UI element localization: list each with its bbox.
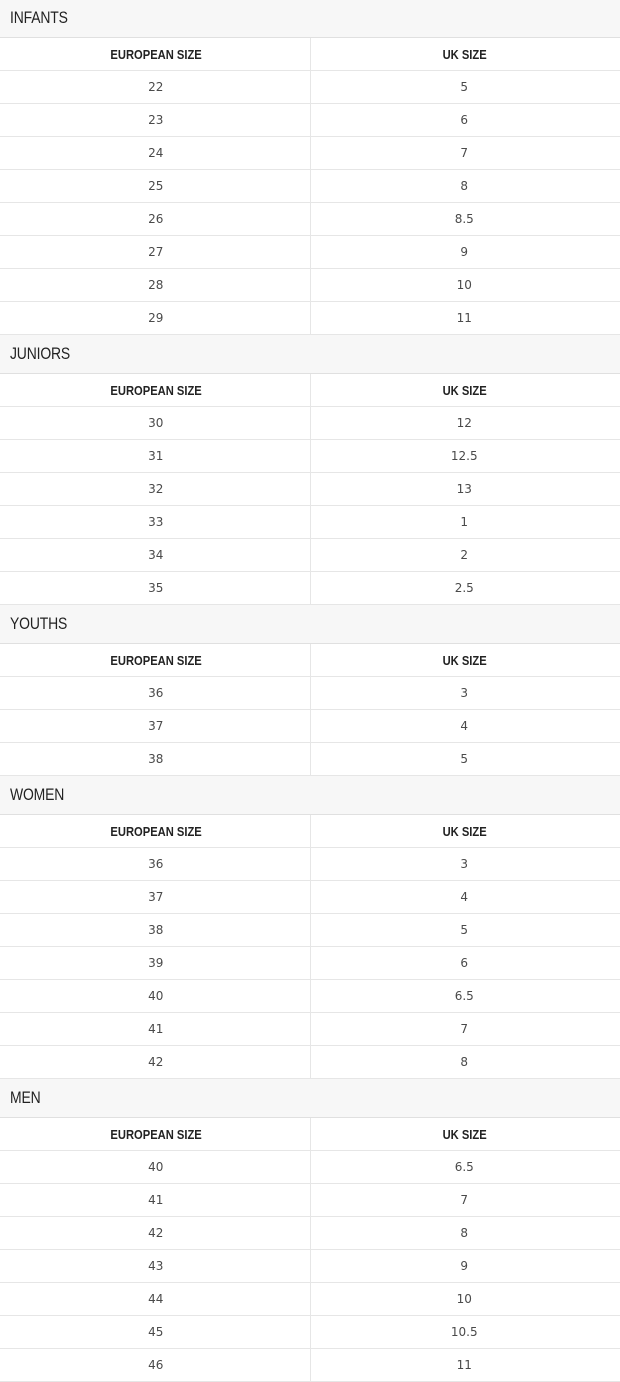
size-section-juniors xyxy=(0,335,620,605)
column-header-label: UK SIZE xyxy=(442,823,487,839)
uk-size-value: 5 xyxy=(460,752,469,766)
table-row xyxy=(0,848,620,881)
table-header-row xyxy=(0,374,620,407)
size-section-women xyxy=(0,776,620,1079)
table-row xyxy=(0,506,620,539)
table-row xyxy=(0,407,620,440)
section-title-label: YOUTHS xyxy=(10,614,68,633)
uk-size-value: 8 xyxy=(460,1055,469,1069)
section-title xyxy=(0,0,620,38)
uk-size-value: 3 xyxy=(460,686,469,700)
table-row xyxy=(0,710,620,743)
european-size-value: 36 xyxy=(2,677,311,709)
size-section-infants xyxy=(0,0,620,335)
uk-size-value: 6.5 xyxy=(454,989,474,1003)
size-section-youths xyxy=(0,605,620,776)
european-size-value: 41 xyxy=(2,1184,311,1216)
column-header-label: EUROPEAN SIZE xyxy=(110,1126,202,1142)
uk-size-value: 8 xyxy=(460,1226,469,1240)
european-size-value: 41 xyxy=(2,1013,311,1045)
european-size-value: 36 xyxy=(2,848,311,880)
european-size-value: 23 xyxy=(2,104,311,136)
european-size-value: 39 xyxy=(2,947,311,979)
column-header-uk-size xyxy=(311,38,619,70)
table-row xyxy=(0,1013,620,1046)
table-row xyxy=(0,1184,620,1217)
table-row xyxy=(0,1349,620,1382)
uk-size-value: 10 xyxy=(456,1292,472,1306)
uk-size-value: 4 xyxy=(460,719,469,733)
uk-size-value: 6.5 xyxy=(454,1160,474,1174)
table-row xyxy=(0,473,620,506)
column-header-uk-size xyxy=(311,374,619,406)
european-size-value: 35 xyxy=(2,572,311,604)
european-size-value: 34 xyxy=(2,539,311,571)
european-size-value: 30 xyxy=(2,407,311,439)
european-size-value: 33 xyxy=(2,506,311,538)
uk-size-value: 7 xyxy=(460,146,469,160)
uk-size-value: 9 xyxy=(460,245,469,259)
section-title-label: INFANTS xyxy=(10,8,68,27)
column-header-label: EUROPEAN SIZE xyxy=(110,652,202,668)
uk-size-value: 8.5 xyxy=(454,212,474,226)
uk-size-value: 9 xyxy=(460,1259,469,1273)
european-size-value: 22 xyxy=(2,71,311,103)
table-row xyxy=(0,1217,620,1250)
uk-size-value: 5 xyxy=(460,923,469,937)
column-header-label: EUROPEAN SIZE xyxy=(110,382,202,398)
size-section-men xyxy=(0,1079,620,1382)
uk-size-value: 3 xyxy=(460,857,469,871)
section-title xyxy=(0,776,620,815)
european-size-value: 26 xyxy=(2,203,311,235)
column-header-european-size xyxy=(2,374,311,406)
uk-size-value: 12 xyxy=(456,416,472,430)
european-size-value: 38 xyxy=(2,743,311,775)
table-row xyxy=(0,440,620,473)
column-header-label: UK SIZE xyxy=(442,652,487,668)
european-size-value: 29 xyxy=(2,302,311,334)
section-title xyxy=(0,605,620,644)
european-size-value: 42 xyxy=(2,1046,311,1078)
uk-size-value: 1 xyxy=(460,515,469,529)
table-row xyxy=(0,71,620,104)
european-size-value: 38 xyxy=(2,914,311,946)
uk-size-value: 6 xyxy=(460,956,469,970)
table-row xyxy=(0,203,620,236)
european-size-value: 37 xyxy=(2,710,311,742)
section-title-label: WOMEN xyxy=(10,785,65,804)
table-header-row xyxy=(0,815,620,848)
european-size-value: 25 xyxy=(2,170,311,202)
table-row xyxy=(0,302,620,335)
uk-size-value: 11 xyxy=(456,311,472,325)
european-size-value: 40 xyxy=(2,1151,311,1183)
column-header-european-size xyxy=(2,815,311,847)
column-header-uk-size xyxy=(311,644,619,676)
section-title xyxy=(0,335,620,374)
uk-size-value: 13 xyxy=(456,482,472,496)
column-header-label: EUROPEAN SIZE xyxy=(110,823,202,839)
uk-size-value: 6 xyxy=(460,113,469,127)
column-header-uk-size xyxy=(311,815,619,847)
table-row xyxy=(0,743,620,776)
uk-size-value: 4 xyxy=(460,890,469,904)
table-row xyxy=(0,137,620,170)
table-row xyxy=(0,1316,620,1349)
uk-size-value: 8 xyxy=(460,179,469,193)
table-row xyxy=(0,881,620,914)
uk-size-value: 12.5 xyxy=(450,449,478,463)
table-row xyxy=(0,572,620,605)
uk-size-value: 2 xyxy=(460,548,469,562)
section-title-label: JUNIORS xyxy=(10,344,71,363)
uk-size-value: 10.5 xyxy=(450,1325,478,1339)
uk-size-value: 7 xyxy=(460,1193,469,1207)
table-header-row xyxy=(0,1118,620,1151)
table-row xyxy=(0,539,620,572)
table-row xyxy=(0,236,620,269)
table-row xyxy=(0,980,620,1013)
european-size-value: 44 xyxy=(2,1283,311,1315)
table-row xyxy=(0,914,620,947)
column-header-label: UK SIZE xyxy=(442,1126,487,1142)
section-title xyxy=(0,1079,620,1118)
uk-size-value: 5 xyxy=(460,80,469,94)
european-size-value: 27 xyxy=(2,236,311,268)
uk-size-value: 7 xyxy=(460,1022,469,1036)
table-row xyxy=(0,1151,620,1184)
european-size-value: 37 xyxy=(2,881,311,913)
table-row xyxy=(0,677,620,710)
european-size-value: 40 xyxy=(2,980,311,1012)
table-row xyxy=(0,947,620,980)
european-size-value: 28 xyxy=(2,269,311,301)
european-size-value: 24 xyxy=(2,137,311,169)
european-size-value: 45 xyxy=(2,1316,311,1348)
table-row xyxy=(0,1046,620,1079)
european-size-value: 46 xyxy=(2,1349,311,1381)
european-size-value: 42 xyxy=(2,1217,311,1249)
uk-size-value: 10 xyxy=(456,278,472,292)
table-row xyxy=(0,170,620,203)
table-row xyxy=(0,1250,620,1283)
table-row xyxy=(0,269,620,302)
uk-size-value: 2.5 xyxy=(454,581,474,595)
column-header-label: UK SIZE xyxy=(442,46,487,62)
section-title-label: MEN xyxy=(10,1088,41,1107)
table-row xyxy=(0,1283,620,1316)
european-size-value: 43 xyxy=(2,1250,311,1282)
table-header-row xyxy=(0,644,620,677)
column-header-european-size xyxy=(2,644,311,676)
uk-size-value: 11 xyxy=(456,1358,472,1372)
column-header-label: EUROPEAN SIZE xyxy=(110,46,202,62)
column-header-european-size xyxy=(2,1118,311,1150)
european-size-value: 32 xyxy=(2,473,311,505)
table-row xyxy=(0,104,620,137)
european-size-value: 31 xyxy=(2,440,311,472)
table-header-row xyxy=(0,38,620,71)
column-header-uk-size xyxy=(311,1118,619,1150)
column-header-label: UK SIZE xyxy=(442,382,487,398)
column-header-european-size xyxy=(2,38,311,70)
